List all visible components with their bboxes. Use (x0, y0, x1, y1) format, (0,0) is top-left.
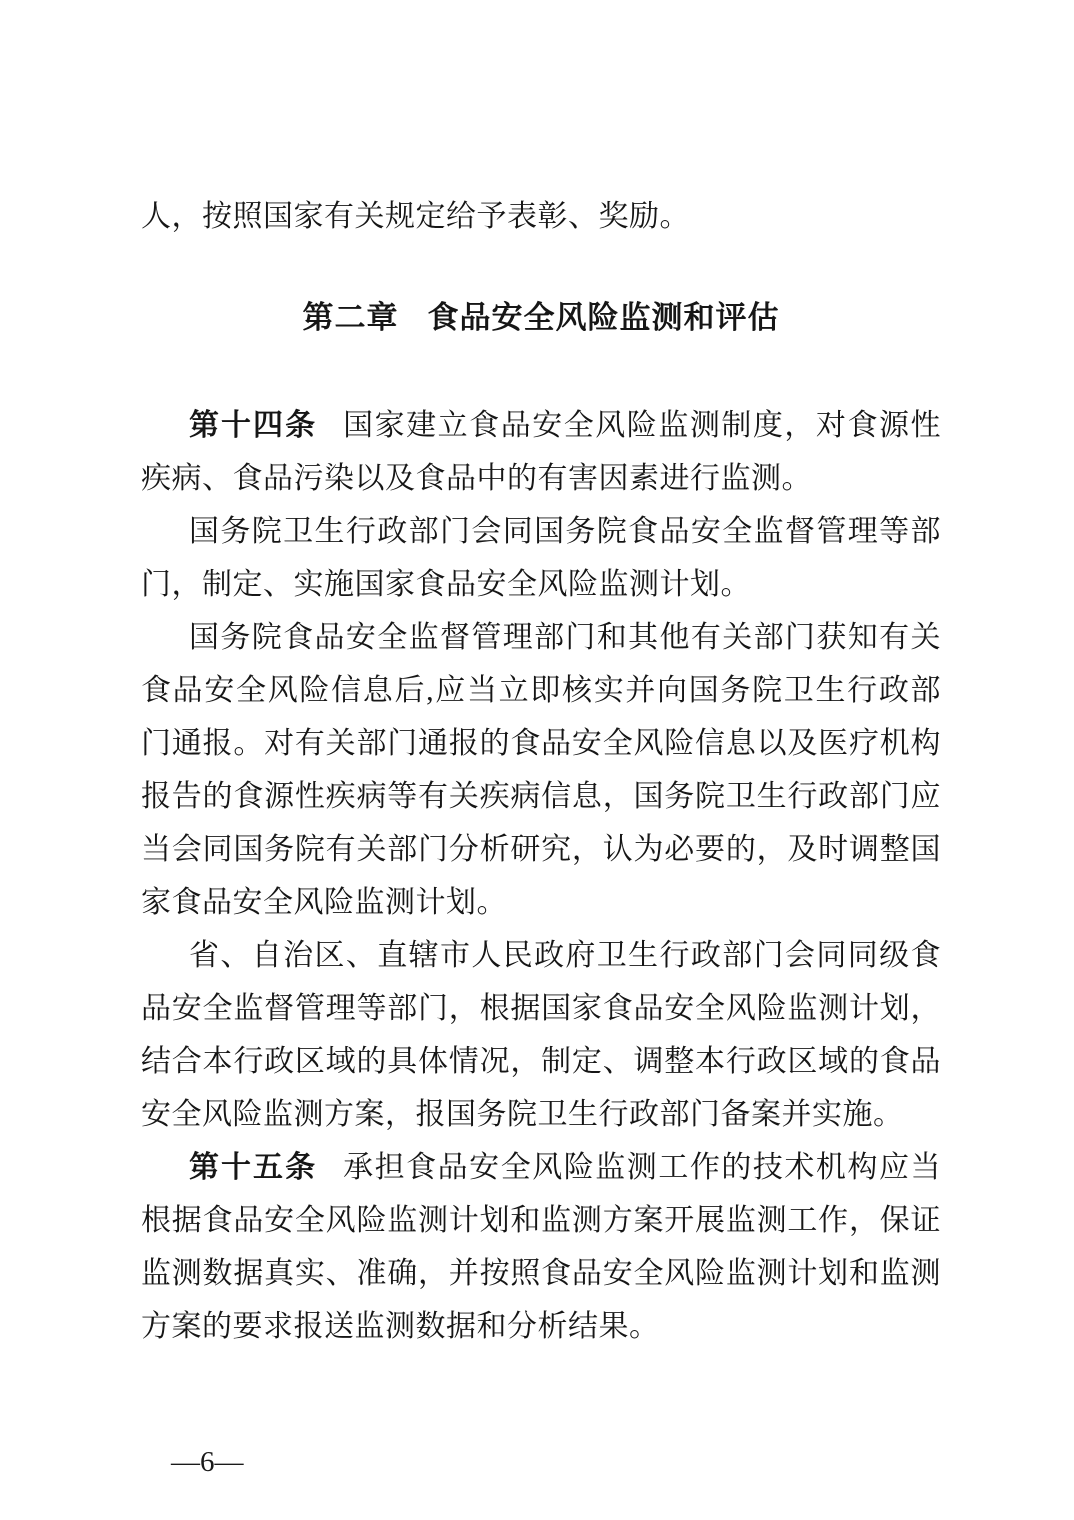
article-15-paragraph-1 (141, 1141, 941, 1353)
article-14-paragraph-1 (141, 399, 941, 505)
article-14-paragraph-1-text: 国家建立食品安全风险监测制度，对食源性疾病、食品污染以及食品中的有害因素进行监测。 (141, 409, 942, 495)
article-14-paragraph-4: 省、自治区、直辖市人民政府卫生行政部门会同同级食品安全监督管理等部门，根据国家食品安全风险监测计划，结合本行政区域的具体情况，制定、调整本行政区域的食品安全风险监测方案，报国务院卫生行政部门备案并实施。 (141, 939, 941, 1131)
chapter-heading (141, 291, 941, 344)
chapter-number: 第二章 (302, 300, 399, 335)
document-body (141, 0, 941, 1353)
article-14-paragraph-2: 国务院卫生行政部门会同国务院食品安全监督管理等部门，制定、实施国家食品安全风险监测计划。 (141, 515, 941, 601)
chapter-title: 食品安全风险监测和评估 (427, 300, 780, 335)
article-14-label: 第十四条 (189, 409, 318, 442)
page-number: —6— (171, 1446, 244, 1478)
article-15-paragraph-1-text: 承担食品安全风险监测工作的技术机构应当根据食品安全风险监测计划和监测方案开展监测工作，保证监测数据真实、准确，并按照食品安全风险监测计划和监测方案的要求报送监测数据和分析结果。 (141, 1151, 942, 1343)
article-15-label: 第十五条 (189, 1151, 318, 1184)
paragraph-continuation: 人，按照国家有关规定给予表彰、奖励。 (141, 200, 690, 233)
article-14-paragraph-3: 国务院食品安全监督管理部门和其他有关部门获知有关食品安全风险信息后,应当立即核实并向国务院卫生行政部门通报。对有关部门通报的食品安全风险信息以及医疗机构报告的食源性疾病等有关疾病信息，国务院卫生行政部门应当会同国务院有关部门分析研究，认为必要的，及时调整国家食品安全风险监测计划。 (141, 621, 941, 919)
